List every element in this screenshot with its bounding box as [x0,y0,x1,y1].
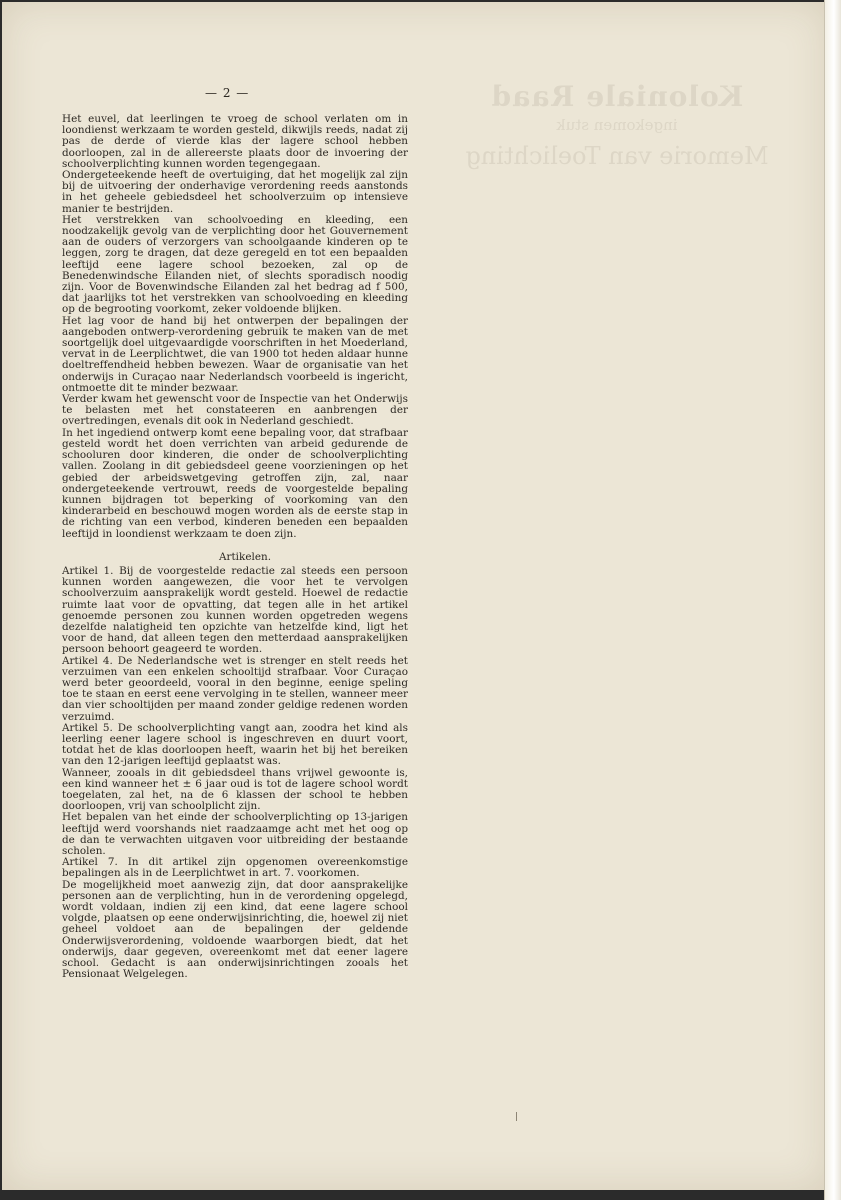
paragraph: Het euvel, dat leerlingen te vroeg de school verlaten om in loondienst werkzaam te worden gesteld, dikwijls reeds, nadat zij pas de derde of vierde klas der lagere school hebben doorloopen, zal in de allereerste plaats door de invoering der schoolverplichting kunnen worden tegengegaan. [62,113,408,170]
paragraph: In het ingediend ontwerp komt eene bepaling voor, dat strafbaar gesteld wordt het doen verrichten van arbeid gedurende de schooluren door kinderen, die onder de schoolverplichting vallen. Zoolang in dit gebiedsdeel geene voorzieningen op het gebied der arbeidswetgeving getroffen zijn, zal, naar ondergeteekende vertrouwt, reeds de voorgestelde bepaling kunnen bijdragen tot beperking of voorkoming van den kinderarbeid en beschouwd mogen worden als de eerste stap in de richting van een verbod, kinderen beneden een bepaalden leeftijd in loondienst werkzaam te doen zijn. [62,426,408,540]
bleed-line-2: ingekomen stuk [556,115,678,134]
paper-mark [516,1112,517,1121]
section-heading: Artikelen. [218,550,272,563]
article-paragraph: Het bepalen van het einde der schoolverplichting op 13-jarigen leeftijd werd voorshands niet raadzaamge acht met het oog op de dan te verwachten uitgaven voor uitbreiding der bestaande scholen. [62,811,408,857]
article-paragraph: Wanneer, zooals in dit gebiedsdeel thans vrijwel gewoonte is, een kind wanneer het ± 6 jaar oud is tot de lagere school wordt toegelaten, zal het, na de 6 klassen der school te hebben doorloopen, vrij van schoolplicht zijn. [62,766,408,813]
article-paragraph: Artikel 7. In dit artikel zijn opgenomen overeenkomstige bepalingen als in de Leerplichtwet in art. 7. voorkomen. [62,856,408,880]
bleed-line-3: Memorie van Toelichting [465,142,769,171]
body-text [62,114,408,980]
paragraph: Ondergeteekende heeft de overtuiging, dat het mogelijk zal zijn bij de uitvoering der onderhavige verordening reeds aanstonds in het geheele gebiedsdeel het schoolverzuim op intensieve manier te bestrijden. [62,169,408,215]
page-number: — 2 — [205,86,250,100]
paragraph: Het lag voor de hand bij het ontwerpen der bepalingen der aangeboden ontwerp-verordening gebruik te maken van de met soortgelijk doel uitgevaardigde voorschriften in het Moederland, vervat in de Leerplichtwet, die van 1900 tot heden aldaar hunne doeltreffendheid hebben bewezen. Waar de organisatie van het onderwijs in Curaçao naar Nederlandsch voorbeeld is ingericht, ontmoette dit te minder bezwaar. [62,314,408,394]
article-paragraph: Artikel 4. De Nederlandsche wet is strenger en stelt reeds het verzuimen van een enkelen schooltijd strafbaar. Voor Curaçao werd beter geoordeeld, vooral in den beginne, eenige speling toe te staan en eerst eene vervolging in te stellen, wanneer meer dan vier schooltijden per maand zonder geldige redenen worden verzuimd. [62,654,408,723]
bleed-through-text [422,82,812,170]
paragraph: Verder kwam het gewenscht voor de Inspectie van het Onderwijs te belasten met het constateeren en aanbrengen der overtredingen, evenals dit ook in Nederland geschiedt. [62,393,408,428]
article-paragraph: Artikel 1. Bij de voorgestelde redactie zal steeds een persoon kunnen worden aangewezen, die voor het te vervolgen schoolverzuim aansprakelijk wordt gesteld. Hoewel de redactie ruimte laat voor de opvatting, dat tegen alle in het artikel genoemde personen zou kunnen worden opgetreden wegens dezelfde nalatigheid ten opzichte van hetzelfde kind, ligt het voor de hand, dat alleen tegen den metterdaad aansprakelijken persoon behoort geageerd te worden. [62,564,408,656]
article-paragraph: De mogelijkheid moet aanwezig zijn, dat door aansprakelijke personen aan de verplichting, hun in de verordening opgelegd, wordt voldaan, indien zij een kind, dat eene lagere school volgde, plaatsen op eene onderwijsinrichting, die, hoewel zij niet geheel voldoet aan de bepalingen der geldende Onderwijsverordening, voldoende waarborgen biedt, dat het onderwijs, daar gegeven, overeenkomt met dat eener lagere school. Gedacht is aan onderwijsinrichtingen zooals het Pensionaat Welgelegen. [62,878,408,981]
paragraph: Het verstrekken van schoolvoeding en kleeding, een noodzakelijk gevolg van de verplichting door het Gouvernement aan de ouders of verzorgers van schoolgaande kinderen op te leggen, zorg te dragen, dat deze geregeld en tot een bepaalden leeftijd eene lagere school bezoeken, zal op de Benedenwindsche Eilanden niet, of slechts sporadisch noodig zijn. Voor de Bovenwindsche Eilanden zal het bedrag ad f 500, dat jaarlijks tot het verstrekken van schoolvoeding en kleeding op de begrooting voorkomt, zeker voldoende blijken. [62,213,408,316]
document-page [2,2,827,1190]
article-paragraph: Artikel 5. De schoolverplichting vangt aan, zoodra het kind als leerling eener lagere school is ingeschreven en duurt voort, totdat het de klas doorloopen heeft, waarin het bij het bereiken van den 12-jarigen leeftijd geplaatst was. [62,721,408,768]
bleed-line-1: Koloniale Raad [490,80,744,113]
page-edge [824,0,841,1200]
